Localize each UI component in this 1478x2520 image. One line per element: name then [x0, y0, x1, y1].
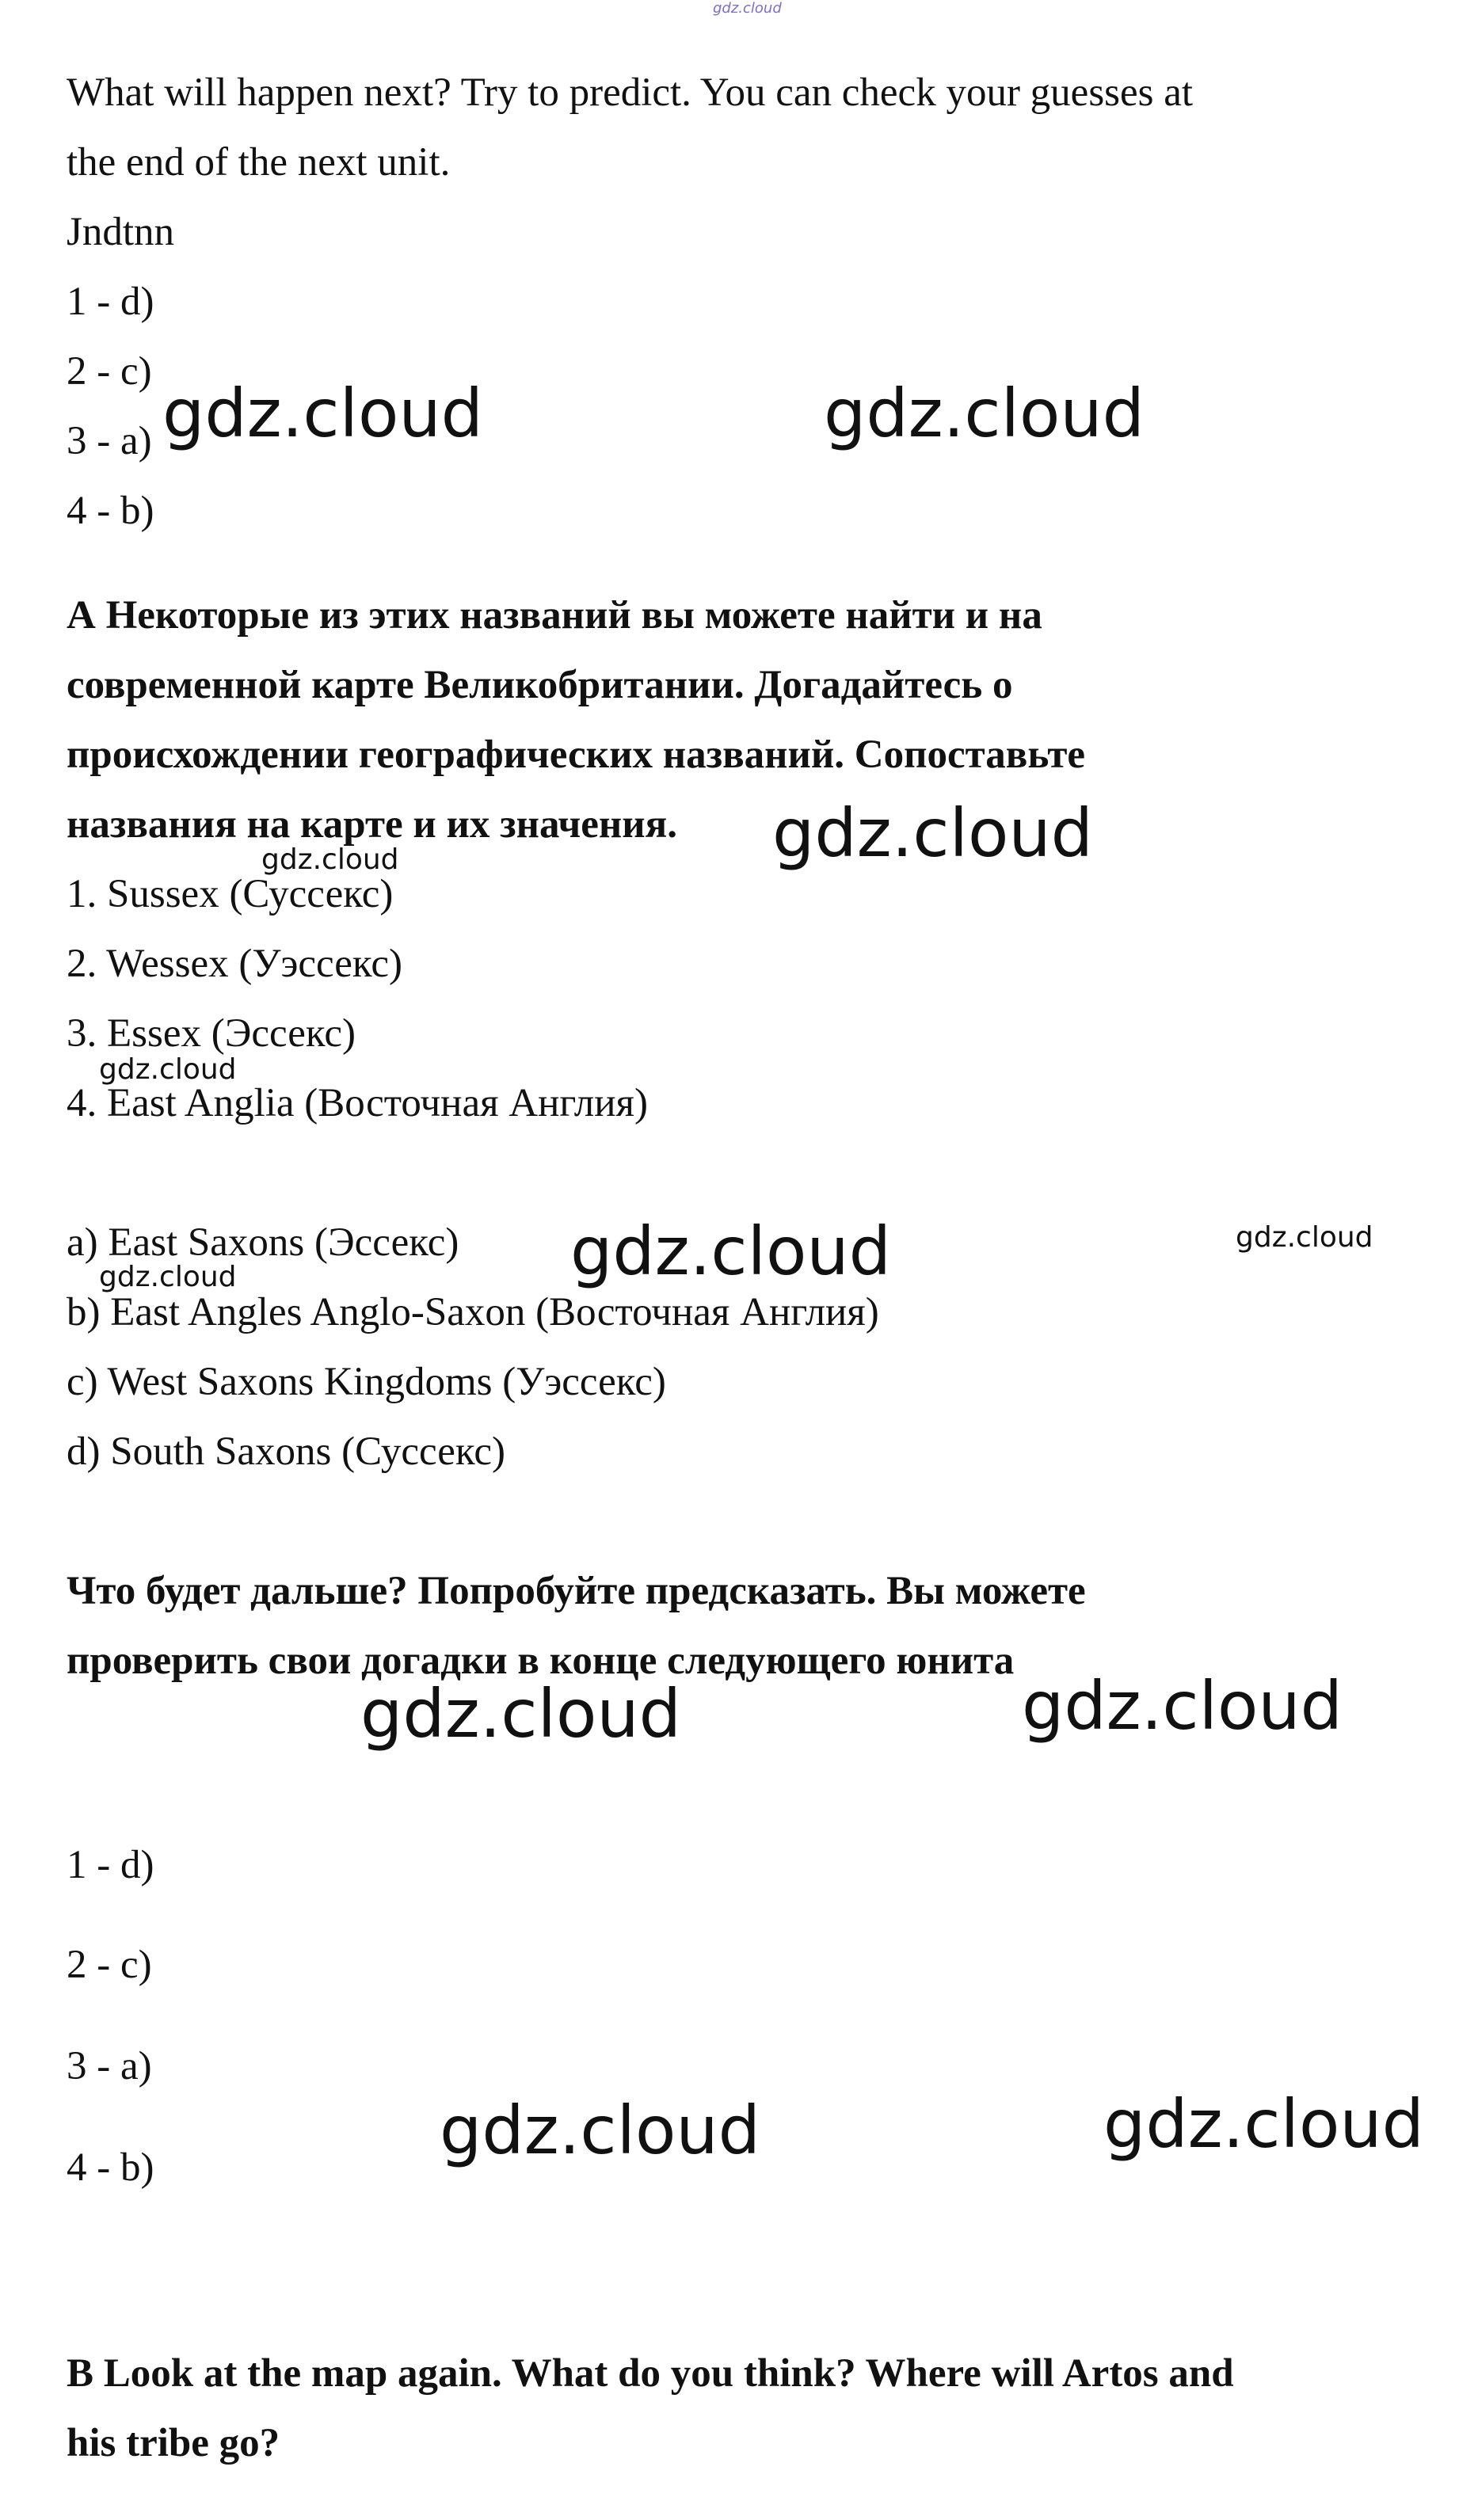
answer-label: Jndtnn [67, 210, 175, 254]
watermark: gdz.cloud [162, 375, 483, 452]
watermark: gdz.cloud [440, 2092, 760, 2169]
meaning-item-c: c) West Saxons Kingdoms (Уэссекс) [67, 1360, 666, 1404]
watermark: gdz.cloud [261, 843, 399, 876]
task-b-heading-2: his tribe go? [67, 2421, 280, 2465]
name-item-3: 3. Essex (Эссекс) [67, 1011, 356, 1056]
answer-4: 4 - b) [67, 489, 154, 533]
section2-answer-3: 3 - a) [67, 2044, 152, 2088]
task-a-heading-4: названия на карте и их значения. [67, 802, 678, 847]
question-line-1: What will happen next? Try to predict. You can check your guesses at [67, 70, 1194, 115]
task-b-heading-1: B Look at the map again. What do you think? Where will Artos and [67, 2351, 1234, 2396]
task-a-heading-2: современной карте Великобритании. Догадайтесь о [67, 663, 1013, 707]
watermark: gdz.cloud [772, 794, 1093, 872]
watermark: gdz.cloud [570, 1212, 891, 1290]
name-item-1: 1. Sussex (Суссекс) [67, 872, 394, 916]
watermark: gdz.cloud [99, 1261, 237, 1293]
task-a-heading-1: А Некоторые из этих названий вы можете найти и на [67, 593, 1042, 638]
section2-answer-4: 4 - b) [67, 2145, 154, 2190]
section2-heading-1: Что будет дальше? Попробуйте предсказать. Вы можете [67, 1569, 1086, 1613]
watermark: gdz.cloud [1236, 1221, 1373, 1254]
watermark: gdz.cloud [1022, 1667, 1343, 1745]
watermark: gdz.cloud [824, 375, 1145, 452]
answer-2: 2 - c) [67, 349, 152, 394]
answer-3: 3 - a) [67, 419, 152, 463]
name-item-2: 2. Wessex (Уэссекс) [67, 942, 402, 986]
section2-answer-2: 2 - c) [67, 1943, 152, 1987]
watermark: gdz.cloud [360, 1675, 681, 1753]
question-line-2: the end of the next unit. [67, 140, 451, 185]
meaning-item-a: a) East Saxons (Эссекс) [67, 1220, 459, 1265]
answer-1: 1 - d) [67, 280, 154, 324]
task-a-heading-3: происхождении географических названий. Сопоставьте [67, 733, 1086, 777]
section2-answer-1: 1 - d) [67, 1843, 154, 1887]
watermark: gdz.cloud [99, 1053, 237, 1086]
name-item-4: 4. East Anglia (Восточная Англия) [67, 1081, 648, 1125]
meaning-item-b: b) East Angles Anglo-Saxon (Восточная Англия) [67, 1290, 879, 1334]
watermark: gdz.cloud [1103, 2085, 1424, 2163]
section2-heading-2: проверить свои догадки в конце следующего юнита [67, 1639, 1015, 1683]
top-watermark: gdz.cloud [713, 0, 782, 17]
meaning-item-d: d) South Saxons (Суссекс) [67, 1429, 506, 1474]
